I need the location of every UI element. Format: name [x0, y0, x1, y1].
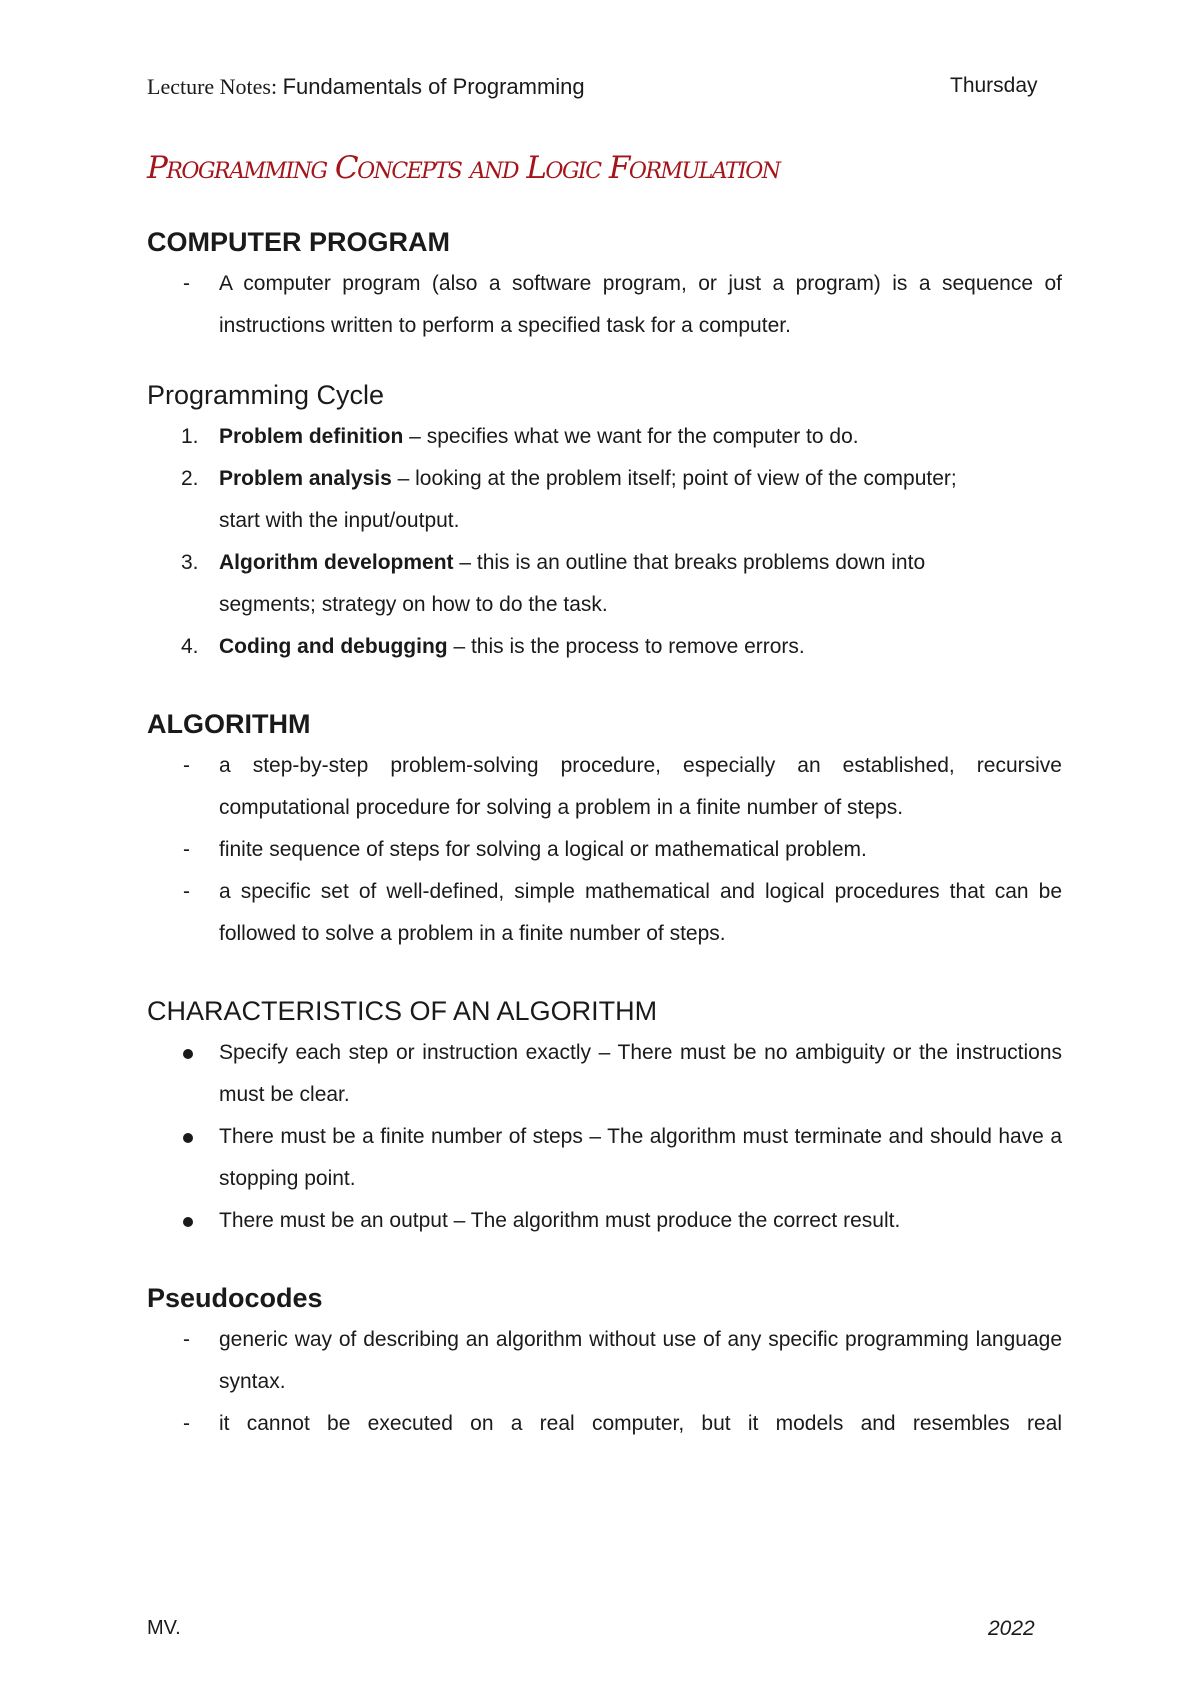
- section-heading: ALGORITHM: [147, 709, 311, 739]
- dash-marker: -: [183, 754, 190, 777]
- list-item: - finite sequence of steps for solving a logical or mathematical problem.: [147, 829, 1062, 871]
- list-number: 1.: [181, 425, 199, 448]
- term: Problem analysis: [219, 467, 392, 490]
- header-day: Thursday: [950, 74, 1038, 97]
- list-item: - a step-by-step problem-solving procedure, especially an established, recursive computational procedure for solving a problem in a finite number of steps.: [147, 745, 1062, 829]
- header-label: Lecture Notes:: [147, 74, 283, 99]
- term: Algorithm development: [219, 551, 454, 574]
- bullet-dot-icon: [183, 1133, 193, 1143]
- term: Problem definition: [219, 425, 404, 448]
- list-item: - a specific set of well-defined, simple mathematical and logical procedures that can be followed to solve a problem in a finite number of steps.: [147, 871, 1062, 955]
- list-item: 3. Algorithm development – this is an outline that breaks problems down into segments; strategy on how to do the task.: [147, 542, 973, 626]
- numbered-list: [147, 416, 973, 668]
- dash-marker: -: [183, 272, 190, 295]
- list-item: 1. Problem definition – specifies what we want for the computer to do.: [147, 416, 973, 458]
- bullet-list: [147, 1319, 1062, 1445]
- section-heading: COMPUTER PROGRAM: [147, 227, 450, 257]
- list-item: - generic way of describing an algorithm without use of any specific programming language syntax.: [147, 1319, 1062, 1403]
- header-course-name: Fundamentals of Programming: [282, 74, 585, 99]
- list-number: 4.: [181, 635, 199, 658]
- section-programming-cycle: [147, 377, 1062, 668]
- section-heading: Pseudocodes: [147, 1283, 323, 1313]
- footer-author: MV.: [147, 1617, 181, 1639]
- header-course: [147, 74, 585, 100]
- dash-marker: -: [183, 880, 190, 903]
- term: Coding and debugging: [219, 635, 448, 658]
- section-heading: CHARACTERISTICS OF AN ALGORITHM: [147, 996, 658, 1026]
- dash-marker: -: [183, 1412, 190, 1435]
- section-pseudocodes: [147, 1280, 1062, 1445]
- list-item: There must be an output – The algorithm must produce the correct result.: [147, 1200, 1062, 1242]
- document-title: Programming Concepts and Logic Formulation: [147, 150, 780, 186]
- bullet-list: [147, 745, 1062, 955]
- list-number: 2.: [181, 467, 199, 490]
- list-item: - it cannot be executed on a real computer, but it models and resembles real: [147, 1403, 1062, 1445]
- list-item: 2. Problem analysis – looking at the problem itself; point of view of the computer; start with the input/output.: [147, 458, 973, 542]
- list-item: 4. Coding and debugging – this is the process to remove errors.: [147, 626, 973, 668]
- dash-marker: -: [183, 1328, 190, 1351]
- section-algorithm: [147, 706, 1062, 955]
- document-body: [147, 224, 1062, 1445]
- dash-marker: -: [183, 838, 190, 861]
- list-number: 3.: [181, 551, 199, 574]
- bullet-dot-icon: [183, 1049, 193, 1059]
- bullet-dot-icon: [183, 1217, 193, 1227]
- section-computer-program: [147, 224, 1062, 347]
- bullet-list: [147, 263, 1062, 347]
- list-item: Specify each step or instruction exactly – There must be no ambiguity or the instructions must be clear.: [147, 1032, 1062, 1116]
- list-item: There must be a finite number of steps – The algorithm must terminate and should have a stopping point.: [147, 1116, 1062, 1200]
- list-item: - A computer program (also a software program, or just a program) is a sequence of instructions written to perform a specified task for a computer.: [147, 263, 1062, 347]
- bullet-list: [147, 1032, 1062, 1242]
- footer-year: 2022: [988, 1617, 1035, 1640]
- section-heading: Programming Cycle: [147, 380, 385, 410]
- section-characteristics: [147, 993, 1062, 1242]
